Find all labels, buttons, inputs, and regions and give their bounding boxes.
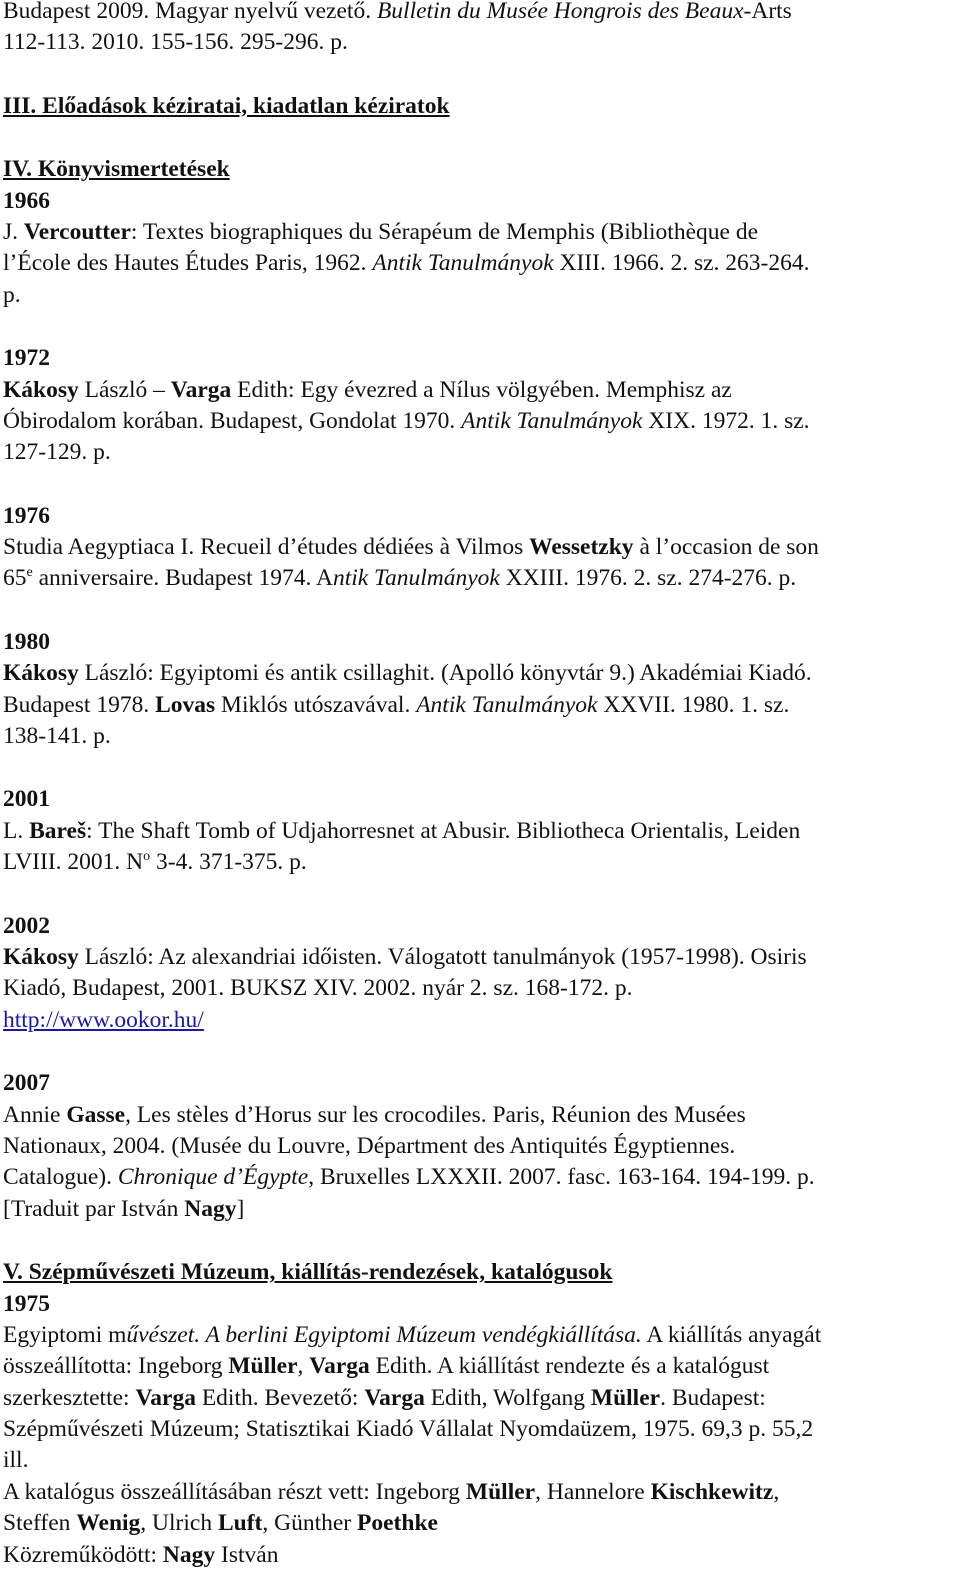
italic-title: űvészet. A berlini Egyiptomi Múzeum vendégkiállítása. <box>126 1321 642 1348</box>
entry-1980-line <box>3 690 960 721</box>
heading-text: IV. Könyvismertetések <box>3 156 230 183</box>
text-run: , Ulrich <box>140 1510 218 1537</box>
text-run: Budapest 2009. Magyar nyelvű vezető. <box>3 0 377 24</box>
text-run: Szépművészeti Múzeum; Statisztikai Kiadó Vállalat Nyomdaüzem, 1975. 69,3 p. 55,2 <box>3 1416 814 1443</box>
text-run: Kiadó, Budapest, 2001. BUKSZ XIV. 2002. nyár 2. sz. 168-172. p. <box>3 975 633 1002</box>
text-run: , <box>297 1353 310 1380</box>
author-name: Varga <box>309 1353 370 1380</box>
entry-1972-line <box>3 375 960 406</box>
italic-title: ntik Tanulmányok <box>332 565 500 592</box>
text-run: L. <box>3 817 30 844</box>
text-run: , <box>773 1478 780 1505</box>
text-run: Edith. Bevezető: <box>195 1384 365 1411</box>
text-line <box>3 0 960 27</box>
text-run: ] <box>236 1195 245 1222</box>
spacer <box>3 469 960 501</box>
entry-1975-line <box>3 1540 960 1571</box>
text-run: Óbirodalom korában. Budapest, Gondolat 1970. <box>3 407 462 434</box>
year-heading-1966 <box>3 186 960 217</box>
text-run: : Textes biographiques du Sérapéum de Memphis (Bibliothèque de <box>130 218 758 245</box>
heading-text: III. Előadások kéziratai, kiadatlan kéziratok <box>3 92 450 119</box>
text-run: szerkesztette: <box>3 1384 136 1411</box>
entry-2007-line <box>3 1162 960 1193</box>
entry-1966-line <box>3 248 960 279</box>
spacer <box>3 595 960 627</box>
text-run: : The Shaft Tomb of Udjahorresnet at Abusir. Bibliotheca Orientalis, Leiden <box>86 817 801 844</box>
author-name: Kischkewitz <box>650 1478 774 1505</box>
spacer <box>3 1036 960 1068</box>
author-name: Poethke <box>357 1510 438 1537</box>
text-run: Edith: Egy évezred a Nílus völgyében. Memphisz az <box>231 376 732 403</box>
entry-2002-line <box>3 973 960 1004</box>
entry-1972-line <box>3 406 960 437</box>
text-run: Studia Aegyptiaca I. Recueil d’études dédiées à Vilmos <box>3 534 530 561</box>
text-run: László – <box>78 376 171 403</box>
text-run: XIX. 1972. 1. sz. <box>642 407 810 434</box>
text-run: [Traduit par István <box>3 1195 185 1222</box>
entry-1976-line <box>3 563 960 594</box>
text-run: l’École des Hautes Études Paris, 1962. <box>3 250 373 277</box>
spacer <box>3 879 960 911</box>
author-name: Bareš <box>29 817 87 844</box>
year-heading-2001 <box>3 784 960 815</box>
text-run: László: Az alexandriai időisten. Válogatott tanulmányok (1957-1998). Osiris <box>78 943 807 970</box>
author-name: Nagy <box>184 1195 237 1222</box>
text-run: LVIII. 2001. N <box>3 849 144 876</box>
text-run: 3-4. 371-375. p. <box>150 849 307 876</box>
entry-1975-line <box>3 1414 960 1445</box>
text-run: 112-113. 2010. 155-156. 295-296. p. <box>3 29 348 56</box>
year-heading-1972 <box>3 343 960 374</box>
text-run: Edith. A kiállítást rendezte és a katalógust <box>369 1353 770 1380</box>
entry-1975-line <box>3 1508 960 1539</box>
italic-title: Antik Tanulmányok <box>461 407 643 434</box>
year-text: 1966 <box>3 187 50 214</box>
text-run: A kiállítás anyagát <box>641 1321 822 1348</box>
text-run: 65 <box>3 565 27 592</box>
year-text: 2002 <box>3 912 50 939</box>
author-name: Gasse <box>66 1101 126 1128</box>
entry-1966-line <box>3 280 960 311</box>
author-name: Müller <box>228 1353 298 1380</box>
text-run: XXVII. 1980. 1. sz. <box>597 691 790 718</box>
author-name: Vercoutter <box>23 218 131 245</box>
year-text: 1976 <box>3 502 50 529</box>
year-heading-2002 <box>3 911 960 942</box>
entry-1980-line <box>3 721 960 752</box>
year-text: 1972 <box>3 345 50 372</box>
spacer <box>3 1225 960 1257</box>
text-run: XIII. 1966. 2. sz. 263-264. <box>553 250 810 277</box>
superscript: e <box>26 565 33 581</box>
italic-title: Chronique d’Égypte <box>117 1164 309 1191</box>
text-run: 138-141. p. <box>3 723 111 750</box>
text-run: Nationaux, 2004. (Musée du Louvre, Départment des Antiquités Égyptiennes. <box>3 1132 736 1159</box>
entry-1980-line <box>3 658 960 689</box>
text-run: A katalógus összeállításában részt vett: Ingeborg <box>3 1478 466 1505</box>
author-name: Varga <box>135 1384 196 1411</box>
entry-1972-line <box>3 437 960 468</box>
entry-2007-line <box>3 1194 960 1225</box>
entry-2007-line <box>3 1131 960 1162</box>
entry-1975-line <box>3 1445 960 1476</box>
year-text: 2001 <box>3 786 50 813</box>
year-heading-1976 <box>3 501 960 532</box>
text-run: Budapest 1978. <box>3 691 156 718</box>
text-run: összeállította: Ingeborg <box>3 1353 229 1380</box>
section-heading-5 <box>3 1257 960 1288</box>
entry-2002-line <box>3 1005 960 1036</box>
author-name: Kákosy <box>3 660 79 687</box>
spacer <box>3 311 960 343</box>
author-name: Varga <box>364 1384 425 1411</box>
author-name: Kákosy <box>3 943 79 970</box>
text-run: , Bruxelles LXXXII. 2007. fasc. 163-164. 194-199. p. <box>308 1164 815 1191</box>
year-heading-1975 <box>3 1289 960 1320</box>
entry-1966-line <box>3 217 960 248</box>
author-name: Wenig <box>76 1510 141 1537</box>
author-name: Müller <box>590 1384 661 1411</box>
text-run: Annie <box>3 1101 67 1128</box>
text-run: Catalogue). <box>3 1164 118 1191</box>
year-text: 1980 <box>3 628 50 655</box>
author-name: Kákosy <box>3 376 79 403</box>
text-run: , Les stèles d’Horus sur les crocodiles. Paris, Réunion des Musées <box>125 1101 746 1128</box>
author-name: Luft <box>217 1510 263 1537</box>
entry-1976-line <box>3 532 960 563</box>
text-run: Edith, Wolfgang <box>424 1384 591 1411</box>
author-name: Nagy <box>162 1541 216 1568</box>
entry-2007-line <box>3 1100 960 1131</box>
entry-1975-line <box>3 1383 960 1414</box>
entry-2001-line <box>3 816 960 847</box>
italic-title: Bulletin du Musée Hongrois des Beaux- <box>376 0 752 24</box>
spacer <box>3 122 960 154</box>
text-run: anniversaire. Budapest 1974. A <box>32 565 333 592</box>
author-name: Varga <box>170 376 232 403</box>
text-run: , Günther <box>262 1510 358 1537</box>
text-run: , Hannelore <box>535 1478 651 1505</box>
entry-1975-line <box>3 1320 960 1351</box>
text-run: à l’occasion de son <box>633 534 819 561</box>
text-run: . Budapest: <box>660 1384 766 1411</box>
text-run: István <box>215 1541 279 1568</box>
author-name: Lovas <box>155 691 216 718</box>
section-heading-3 <box>3 91 960 122</box>
year-text: 1975 <box>3 1290 50 1317</box>
entry-1975-line <box>3 1477 960 1508</box>
text-run: J. <box>3 218 24 245</box>
italic-title: Antik Tanulmányok <box>416 691 598 718</box>
text-run: Közreműködött: <box>3 1541 163 1568</box>
text-run: Egyiptomi m <box>3 1321 127 1348</box>
text-run: ill. <box>3 1447 29 1474</box>
spacer <box>3 752 960 784</box>
text-run: p. <box>3 281 21 308</box>
text-run: Steffen <box>3 1510 77 1537</box>
text-run: XXIII. 1976. 2. sz. 274-276. p. <box>499 565 797 592</box>
text-run: 127-129. p. <box>3 439 111 466</box>
section-heading-4 <box>3 154 960 185</box>
spacer <box>3 59 960 91</box>
author-name: Müller <box>465 1478 536 1505</box>
author-name: Wessetzky <box>529 534 634 561</box>
italic-title: Antik Tanulmányok <box>372 250 554 277</box>
entry-2001-line <box>3 847 960 878</box>
year-heading-1980 <box>3 627 960 658</box>
ookor-link[interactable]: http://www.ookor.hu/ <box>3 1006 204 1033</box>
entry-1975-line <box>3 1351 960 1382</box>
year-heading-2007 <box>3 1068 960 1099</box>
entry-2002-line <box>3 942 960 973</box>
text-run: Miklós utószavával. <box>215 691 417 718</box>
superscript: o <box>143 849 151 865</box>
year-text: 2007 <box>3 1070 50 1097</box>
text-run: Arts <box>751 0 792 24</box>
text-run: László: Egyiptomi és antik csillaghit. (Apolló könyvtár 9.) Akadémiai Kiadó. <box>78 660 812 687</box>
text-line <box>3 27 960 58</box>
heading-text: V. Szépművészeti Múzeum, kiállítás-rendezések, katalógusok <box>3 1259 613 1286</box>
